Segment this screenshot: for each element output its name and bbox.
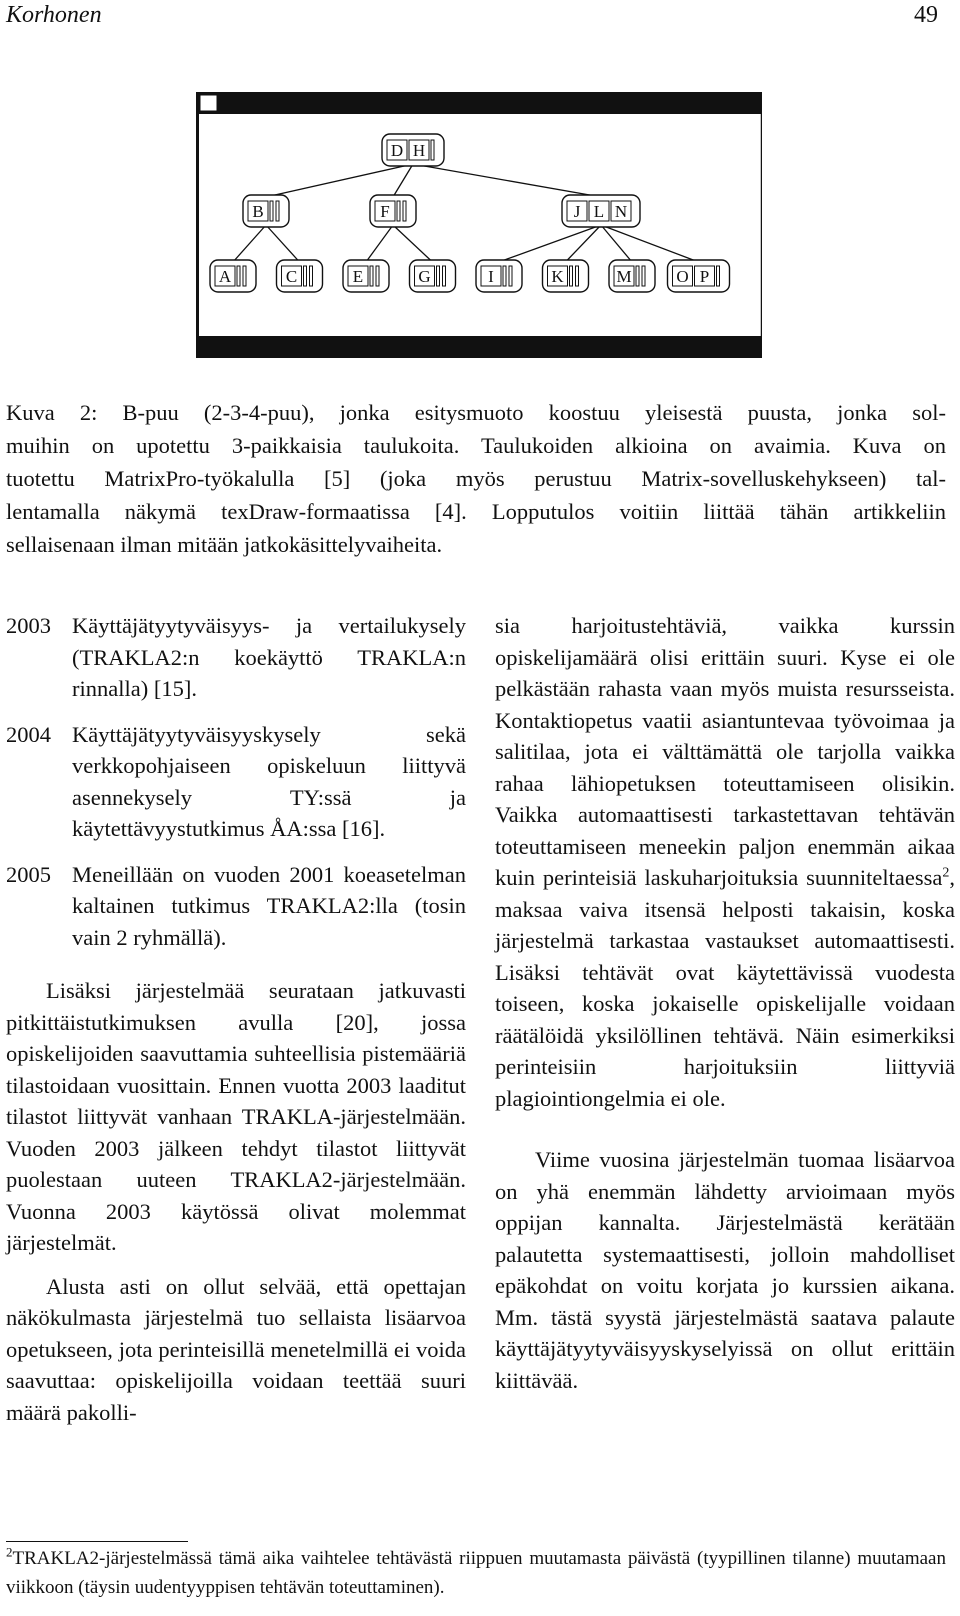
caption-line: tuotettu MatrixPro-työkalulla [5] (joka myös perustuu Matrix-sovelluskehykseen) tal- — [6, 466, 946, 491]
empty-slot — [570, 266, 573, 286]
key-label: D — [390, 141, 404, 160]
figure-bottom-bar — [196, 336, 762, 358]
study-year: 2003 — [6, 613, 51, 638]
key-label: A — [218, 267, 232, 286]
empty-slot — [576, 266, 579, 286]
btree-node — [343, 260, 389, 292]
study-year: 2005 — [6, 861, 51, 887]
body-paragraph: Alusta asti on ollut selvää, että opettajan näkökulmasta järjestelmä tuo sellaista lisäarvoa opetukseen, jota perinteisillä menetelmillä ei voida saavuttaa: opiskelijoilla voidaan teettää suuri määrä pakolli- — [6, 1273, 466, 1425]
empty-slot — [509, 266, 512, 286]
empty-slot — [237, 266, 240, 286]
btree-node — [543, 260, 589, 292]
study-description: Käyttäjätyytyväisyyskysely sekä verkkopohjaiseen opiskeluun liittyvä asennekysely TY:ssä ja käytettävyystutkimus ÅA:ssa [16]. — [72, 721, 466, 841]
left-column — [6, 610, 466, 1440]
empty-slot — [370, 266, 373, 286]
empty-slot — [437, 266, 440, 286]
key-label: J — [573, 202, 581, 221]
empty-slot — [276, 201, 279, 221]
figure-caption — [6, 396, 946, 561]
footnote-text: TRAKLA2-järjestelmässä tämä aika vaihtelee tehtävästä riippuen muutamasta päivästä (tyypillinen tilanne) muutamaan viikkoon (täysin uudentyyppisen tehtävän toteuttaminen). — [6, 1548, 946, 1598]
key-label: C — [285, 267, 298, 286]
running-header-author: Korhonen — [6, 2, 102, 28]
btree-node — [210, 260, 256, 292]
study-list-item — [6, 859, 466, 954]
key-label: N — [614, 202, 628, 221]
btree-node — [562, 195, 640, 227]
caption-line: Kuva 2: B-puu (2-3-4-puu), jonka esitysmuoto koostuu yleisestä puusta, jonka sol- — [6, 400, 946, 425]
paragraph-text: , maksaa vaiva itsensä helposti takaisin, koska järjestelmä tarkastaa vastaukset automaattisesti. Lisäksi tehtävät ovat käytettävissä vuodesta toiseen, koska jokaiselle opiskelijalle voidaan räätälöidä yksilöllinen tehtävä. Näin esimerkiksi perinteisiin harjoituksiin liittyviä plagiointiongelmia ei ole. — [495, 865, 955, 1111]
caption-line: lentamalla näkymä texDraw-formaatissa [4]. Lopputulos voitiin liittää tähän artikkeliin — [6, 499, 946, 524]
footnote — [6, 1544, 946, 1602]
empty-slot — [304, 266, 307, 286]
empty-slot — [636, 266, 639, 286]
key-label: M — [616, 267, 632, 286]
empty-slot — [642, 266, 645, 286]
key-label: E — [352, 267, 364, 286]
key-label: B — [252, 202, 264, 221]
empty-slot — [270, 201, 273, 221]
body-paragraph: Lisäksi järjestelmää seurataan jatkuvasti pitkittäistutkimuksen avulla [20], jossa opiskelijoiden saavuttamia suhteellisia pistemääriä tilastoidaan vuosittain. Ennen vuotta 2003 laaditut tilastot liittyvät vanhaan TRAKLA-järjestelmään. Vuoden 2003 jälkeen tehdyt tilastot liittyvät puolestaan uuteen TRAKLA2-järjestelmään. Vuonna 2003 käytössä olivat molemmat järjestelmät. — [6, 978, 466, 1255]
footnote-rule — [6, 1541, 188, 1542]
key-label: K — [551, 267, 564, 286]
body-paragraph: Viime vuosina järjestelmän tuomaa lisäarvoa on yhä enemmän lähdetty arvioimaan myös oppijan kannalta. Järjestelmästä kerätään palautetta systemaattisesti, jolloin mahdolliset epäkohdat on voitu korjata jo kurssien aikana. Mm. tästä syystä järjestelmästä saatava palaute käyttäjätyytyväisyyskyselyissä on ollut erittäin kiittävää. — [495, 1147, 955, 1393]
key-label: H — [412, 141, 426, 160]
key-label: I — [488, 267, 494, 286]
study-list-item — [6, 610, 466, 705]
empty-slot — [403, 201, 406, 221]
figure-top-bar — [196, 92, 762, 114]
page-number: 49 — [914, 2, 938, 28]
study-year: 2004 — [6, 721, 51, 747]
btree-figure — [196, 92, 762, 358]
figure-left-bar — [196, 114, 199, 336]
empty-slot — [717, 266, 720, 286]
key-label: P — [699, 267, 710, 286]
btree-node — [668, 260, 730, 292]
caption-line: muihin on upotettu 3-paikkaisia taulukoita. Taulukoiden alkioina on avaimia. Kuva on — [6, 433, 946, 458]
btree-node — [410, 260, 456, 292]
empty-slot — [376, 266, 379, 286]
btree-node — [382, 134, 444, 166]
caption-line: sellaisenaan ilman mitään jatkokäsittelyvaiheita. — [6, 532, 443, 557]
key-label: F — [380, 202, 390, 221]
paragraph-text: sia harjoitustehtäviä, vaikka kurssin opiskelijamäärä olisi erittäin suuri. Kyse ei ole pelkästään rahasta vaan myös muista resursseista. Kontaktiopetus vaatii asiantuntevaa työvoimaa ja salitilaa, jota ei välttämättä ole tarjolla vaikka rahaa lähiopetuksen toteuttamiseen olisikin. Vaikka automaattisesti tarkastettavan tehtävän toteuttamiseen meneekin paljon enemmän aikaa kuin perinteisiä laskuharjoituksia suunniteltaessa — [495, 613, 955, 890]
empty-slot — [243, 266, 246, 286]
figure-corner-box — [200, 95, 217, 111]
btree-node — [277, 260, 323, 292]
footnote-mark: 2 — [6, 1544, 13, 1560]
key-label: O — [676, 267, 689, 286]
empty-slot — [443, 266, 446, 286]
btree-node — [476, 260, 522, 292]
empty-slot — [431, 140, 434, 160]
study-list-item — [6, 719, 466, 845]
footnote-reference: 2 — [942, 865, 950, 881]
empty-slot — [310, 266, 313, 286]
empty-slot — [397, 201, 400, 221]
btree-node — [370, 195, 416, 227]
key-label: L — [593, 202, 605, 221]
body-paragraph — [495, 610, 955, 1114]
btree-node — [243, 195, 289, 227]
empty-slot — [503, 266, 506, 286]
right-column — [495, 610, 955, 1408]
study-description: Meneillään on vuoden 2001 koeasetelman kaltainen tutkimus TRAKLA2:lla (tosin vain 2 ryhmällä). — [72, 861, 466, 950]
study-description: Käyttäjätyytyväisyys- ja vertailukysely (TRAKLA2:n koekäyttö TRAKLA:n rinnalla) [15]. — [72, 613, 466, 701]
key-label: G — [418, 267, 431, 286]
btree-node — [609, 260, 655, 292]
